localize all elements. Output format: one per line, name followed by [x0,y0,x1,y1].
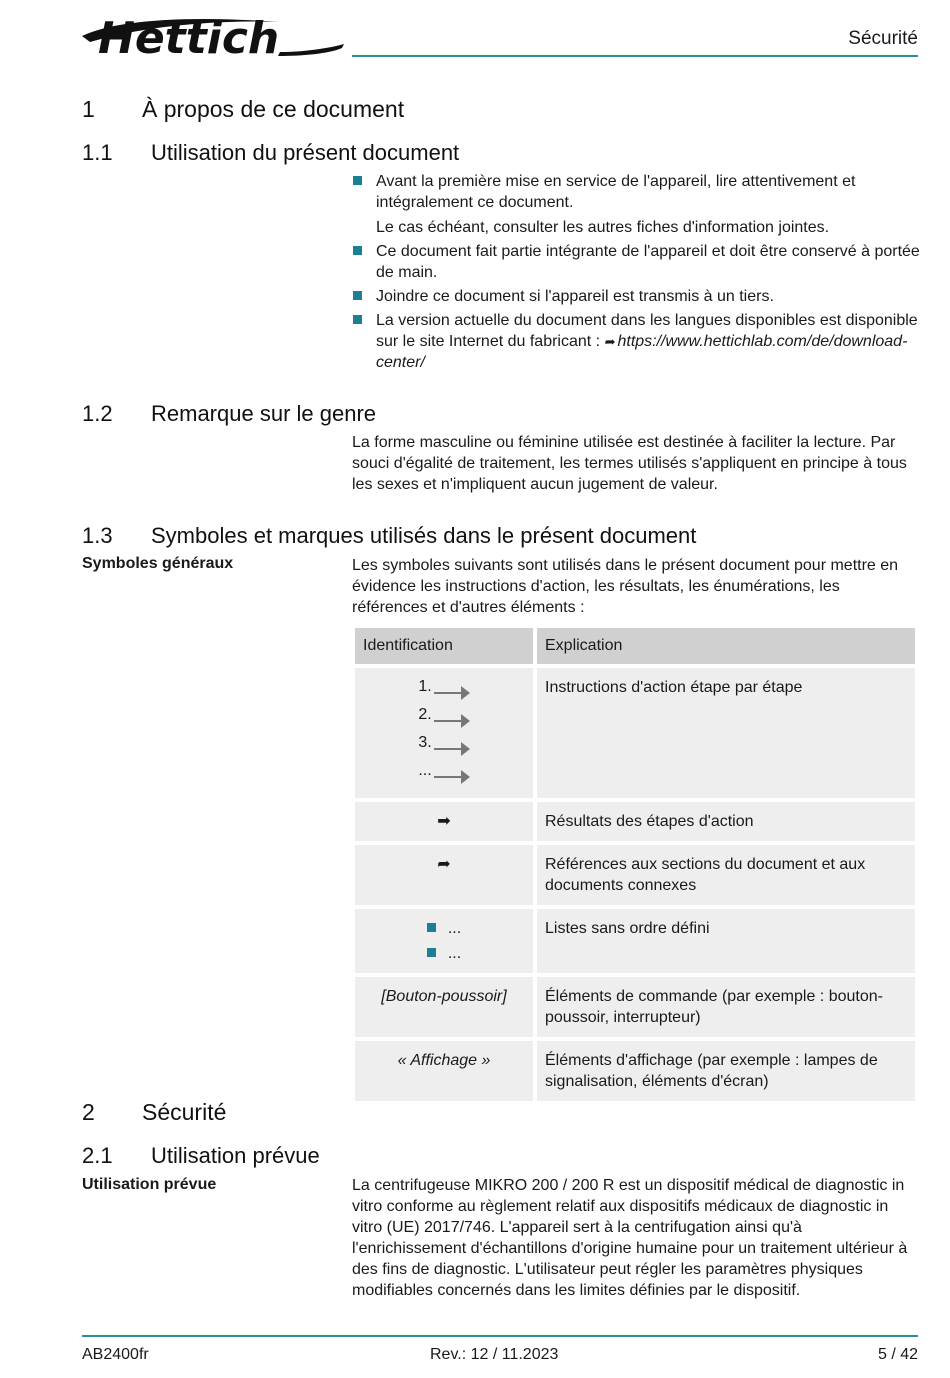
section-title: Symboles et marques utilisés dans le présent document [151,523,697,548]
section-title: À propos de ce document [142,96,405,122]
table-row [355,845,915,905]
step-item: ... [418,761,469,789]
table-cell: Éléments de commande (par exemple : bouton-poussoir, interrupteur) [537,977,915,1037]
step-list [418,677,469,789]
section-2-1-heading [82,1143,320,1169]
bullet-square-icon [427,948,436,957]
table-cell: Listes sans ordre défini [537,909,915,973]
list-item: Joindre ce document si l'appareil est transmis à un tiers. [352,286,920,307]
section-number: 2 [82,1099,95,1125]
section-number: 1 [82,96,95,122]
section-1-1-heading [82,140,459,166]
table-cell [355,668,533,798]
step-arrow-icon [434,739,470,751]
section-1-3-heading [82,523,696,549]
step-arrow-icon [434,683,470,695]
table-cell: Références aux sections du document et aux documents connexes [537,845,915,905]
reference-arrow-icon: ➦ [355,845,533,905]
symbols-intro-text: Les symboles suivants sont utilisés dans le présent document pour mettre en évidence les instructions d'action, les résultats, les énumérations, les références et d'autres éléments : [352,557,899,616]
list-item: Ce document fait partie intégrante de l'appareil et doit être conservé à portée de main. [352,241,920,283]
section-number: 1.3 [82,523,113,548]
section-1-heading [82,96,404,123]
table-cell [355,909,533,973]
section-number: 1.1 [82,140,113,165]
result-arrow-icon: ➡ [355,802,533,841]
step-item: 2. [418,705,469,733]
table-row [355,1041,915,1101]
list-example-item: ... [363,943,525,964]
reference-arrow-icon: ➦ [604,334,616,349]
product-name: MIKRO 200 / 200 R [474,1177,615,1194]
header-title: Sécurité [848,28,918,49]
usage-bullets [352,171,920,376]
table-header-cell: Identification [355,628,533,664]
svg-text:Hettich: Hettich [98,13,280,60]
gender-note-text: La forme masculine ou féminine utilisée est destinée à faciliter la lecture. Par souci d'égalité de traitement, les termes utilisés s'appliquent en principe à tous les sexes et n'impliquent aucun jugement de valeur. [352,434,907,493]
table-row [355,909,915,973]
table-cell: « Affichage » [355,1041,533,1101]
table-cell: Éléments d'affichage (par exemple : lampes de signalisation, éléments d'écran) [537,1041,915,1101]
bullet-square-icon [427,923,436,932]
step-item: 1. [418,677,469,705]
list-item: Avant la première mise en service de l'appareil, lire attentivement et intégralement ce document. Le cas échéant, consulter les autres fiches d'information jointes. [352,171,920,238]
table-row [355,977,915,1037]
bullet-note: Le cas échéant, consulter les autres fiches d'information jointes. [376,219,830,236]
step-arrow-icon [434,711,470,723]
section-number: 2.1 [82,1143,113,1168]
section-title: Sécurité [142,1099,227,1125]
table-header-row [355,628,915,664]
table-row [355,802,915,841]
download-center-link[interactable]: https://www.hettichlab.com/de/download-center/ [376,333,908,371]
section-title: Remarque sur le genre [151,401,377,426]
step-item: 3. [418,733,469,761]
section-2-heading [82,1099,226,1126]
side-label-intended-use: Utilisation prévue [82,1176,217,1193]
footer-revision: Rev.: 12 / 11.2023 [430,1346,559,1363]
step-arrow-icon [434,767,470,779]
section-title: Utilisation prévue [151,1143,320,1168]
side-label-general-symbols: Symboles généraux [82,555,234,572]
table-cell: Résultats des étapes d'action [537,802,915,841]
list-item: La version actuelle du document dans les langues disponibles est disponible sur le site Internet du fabricant : ➦ https://www.hettichlab.com/de/download-center/ [352,310,920,373]
intended-use-text: La centrifugeuse MIKRO 200 / 200 R est un dispositif médical de diagnostic in vitro conforme au règlement relatif aux dispositifs médicaux de diagnostic in vitro (UE) 2017/746. L'appareil sert à la centrifugation ainsi qu'à l'enrichissement d'échantillons d'origine humaine pour un traitement ultérieur à des fins de diagnostic. L'utilisateur peut régler les paramètres physiques modifiables concernés dans les limites définies par le dispositif. [352,1177,908,1299]
list-example-item: ... [363,918,525,939]
section-number: 1.2 [82,401,113,426]
footer-page-number: 5 / 42 [877,1346,918,1363]
table-cell: [Bouton-poussoir] [355,977,533,1037]
section-1-2-heading [82,401,376,427]
table-cell: Instructions d'action étape par étape [537,668,915,798]
table-header-cell: Explication [537,628,915,664]
footer-divider [82,1335,918,1337]
section-title: Utilisation du présent document [151,140,460,165]
hettich-logo [80,8,346,60]
table-row [355,668,915,798]
header-divider [352,55,918,57]
symbols-table [351,624,919,1105]
footer-doc-id: AB2400fr [82,1346,149,1363]
